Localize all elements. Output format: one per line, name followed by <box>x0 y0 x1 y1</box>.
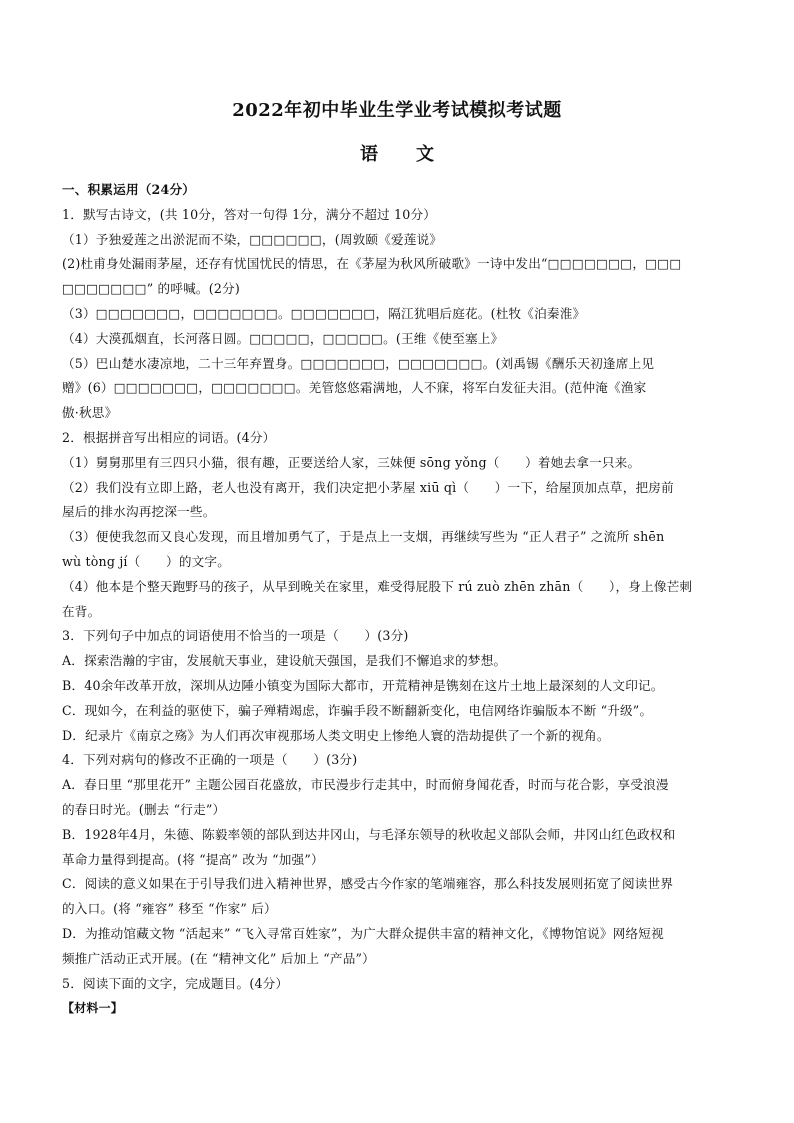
subject-char-2: 文 <box>416 144 434 165</box>
question-1-item-2: (2)杜甫身处漏雨茅屋，还存有忧国忧民的情思，在《茅屋为秋风所破歌》一诗中发出“□□□□□□□，□□□ <box>62 256 682 272</box>
question-1-item-6-cont: 傲·秋思》 <box>62 405 118 421</box>
question-2-item-2-cont: 屋后的排水沟再挖深一些。 <box>62 504 216 520</box>
question-2-item-4-cont: 在背。 <box>62 603 101 619</box>
question-1-item-4: （4）大漠孤烟直，长河落日圆。□□□□□，□□□□□。(王维《使至塞上》 <box>62 330 504 346</box>
question-2-item-3: （3）便使我忽而又良心发现，而且增加勇气了，于是点上一支烟，再继续写些为 “正人君子” 之流所 shēn <box>62 529 665 545</box>
exam-page <box>62 96 732 1021</box>
question-4-option-c: C．阅读的意义如果在于引导我们进入精神世界，感受古今作家的笔端雍容，那么科技发展则拓宽了阅读世界 <box>62 876 674 892</box>
question-1-item-6: 赠》(6）□□□□□□□，□□□□□□□。羌管悠悠霜满地，人不寐，将军白发征夫泪。(范仲淹《渔家 <box>62 380 647 396</box>
question-4-option-a-cont: 的春日时光。(删去 “行走”） <box>62 801 226 817</box>
question-4-option-b-cont: 革命力量得到提高。(将 “提高” 改为 “加强”） <box>62 851 324 867</box>
question-1-item-3: （3）□□□□□□□，□□□□□□□。□□□□□□□，隔江犹唱后庭花。(杜牧《泊秦淮》 <box>62 305 586 321</box>
question-3-option-d: D．纪录片《南京之殇》为人们再次审视那场人类文明史上惨绝人寰的浩劫提供了一个新的视角。 <box>62 727 610 743</box>
question-1-item-5: （5）巴山楚水凄凉地，二十三年弃置身。□□□□□□□，□□□□□□□。(刘禹锡《酬乐天初逢席上见 <box>62 355 655 371</box>
question-3-option-c: C．现如今，在利益的驱使下，骗子殚精竭虑，诈骗手段不断翻新变化，电信网络诈骗版本不断 “升级”。 <box>62 702 653 718</box>
question-1-item-2-cont: □□□□□□□” 的呼喊。(2分) <box>62 281 240 297</box>
question-3-option-a: A．探索浩瀚的宇宙，发展航天事业，建设航天强国，是我们不懈追求的梦想。 <box>62 653 507 669</box>
question-4-option-b: B．1928年4月，朱德、陈毅率领的部队到达井冈山，与毛泽东领导的秋收起义部队会师，井冈山红色政权和 <box>62 826 676 842</box>
exam-title: 2022年初中毕业生学业考试模拟考试题 <box>232 100 562 121</box>
question-2-stem: 2．根据拼音写出相应的词语。(4分） <box>62 429 276 445</box>
question-3-option-b: B．40余年改革开放，深圳从边陲小镇变为国际大都市，开荒精神是镌刻在这片土地上最深刻的人文印记。 <box>62 677 664 693</box>
question-5-stem: 5．阅读下面的文字，完成题目。(4分） <box>62 975 289 991</box>
section-heading: 一、积累运用（24分） <box>62 182 196 197</box>
question-4-option-c-cont: 的入口。(将 “雍容” 移至 “作家” 后） <box>62 901 277 917</box>
question-3-stem: 3．下列句子中加点的词语使用不恰当的一项是（ ）(3分) <box>62 628 409 644</box>
question-4-stem: 4．下列对病句的修改不正确的一项是（ ）(3分) <box>62 752 358 768</box>
question-1-stem: 1．默写古诗文，(共 10分，答对一句得 1分，满分不超过 10分） <box>62 206 437 222</box>
question-4-option-d-cont: 频推广活动正式开展。(在 “精神文化” 后加上 “产品”） <box>62 950 375 966</box>
subject-heading <box>62 140 732 166</box>
question-2-item-3-cont: wù tòng jí（ ）的文字。 <box>62 553 230 569</box>
question-2-item-4: （4）他本是个整天跑野马的孩子，从早到晚关在家里，难受得屁股下 rú zuò zhēn zhān（ ），身上像芒刺 <box>62 578 693 594</box>
question-1-item-1: （1）予独爱莲之出淤泥而不染，□□□□□□，(周敦颐《爱莲说》 <box>62 231 443 247</box>
subject-char-1: 语 <box>360 144 378 165</box>
material-one-label: 【材料一】 <box>62 1001 124 1016</box>
question-4-option-a: A．春日里 “那里花开” 主题公园百花盛放，市民漫步行走其中，时而俯身闻花香，时而与花合影，享受浪漫 <box>62 777 669 793</box>
question-4-option-d: D．为推动馆藏文物 “活起来” “飞入寻常百姓家”，为广大群众提供丰富的精神文化，《博物馆说》网络短视 <box>62 925 664 941</box>
question-2-item-2: （2）我们没有立即上路，老人也没有离开，我们决定把小茅屋 xiū qì（ ）一下，给屋顶加点草，把房前 <box>62 479 674 495</box>
question-2-item-1: （1）舅舅那里有三四只小猫，很有趣，正要送给人家，三妹便 sōng yǒng（ ）着她去拿一只来。 <box>62 454 641 470</box>
